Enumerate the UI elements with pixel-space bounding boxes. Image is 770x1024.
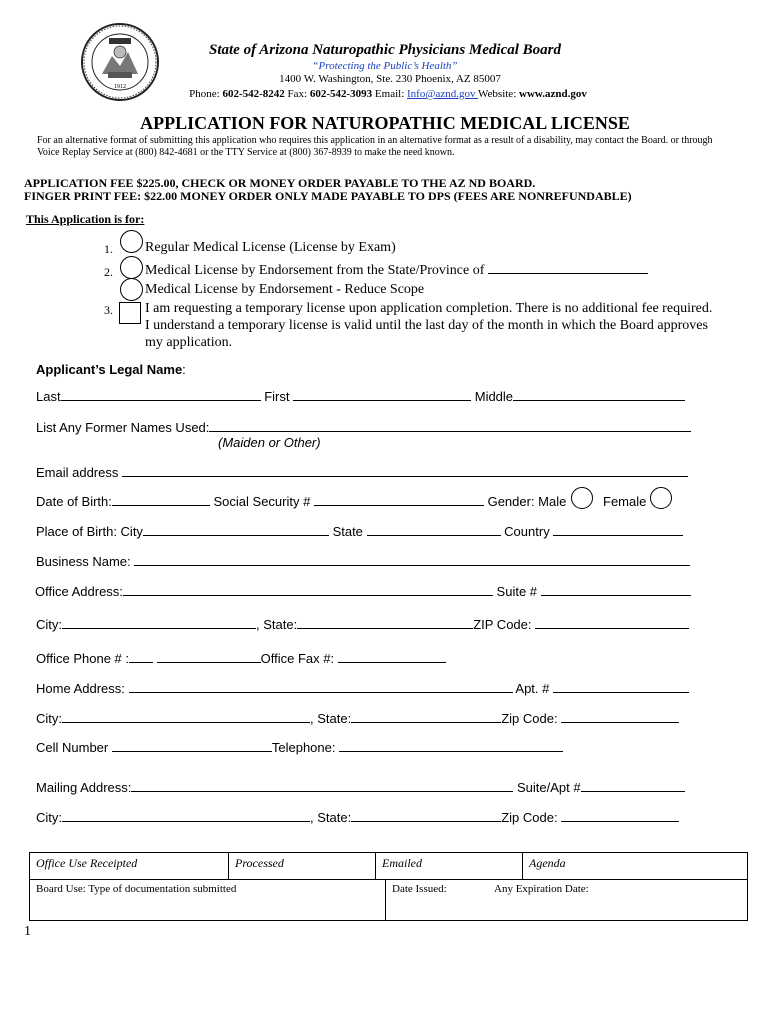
row-dob — [36, 494, 566, 509]
middle-name-label: Middle — [474, 389, 514, 404]
mailing-suite-label: Suite/Apt # — [517, 780, 581, 795]
option-3-line-1: I am requesting a temporary license upon application completion. There is no additional fee required. — [145, 301, 713, 316]
home-address-label: Home Address: — [36, 681, 125, 696]
email-address-field[interactable] — [122, 476, 688, 477]
phone-label: Phone: — [189, 88, 223, 100]
contact-line — [0, 88, 770, 100]
office-phone-label: Office Phone # : — [36, 651, 129, 666]
birth-city-label: Place of Birth: City — [36, 524, 143, 539]
issue-dates-cell — [385, 879, 748, 921]
home-apt-field[interactable] — [553, 692, 689, 693]
fax-label: Fax: — [284, 88, 310, 100]
home-city-field[interactable] — [62, 722, 310, 723]
processed-cell — [228, 852, 376, 880]
board-motto: “Protecting the Public’s Health” — [312, 60, 458, 72]
svg-text:1912: 1912 — [114, 84, 126, 90]
option-1-number: 1. — [104, 242, 113, 256]
mailing-address-field[interactable] — [131, 791, 513, 792]
row-home-address — [36, 681, 689, 696]
processed-label: Processed — [235, 856, 284, 870]
email-link[interactable]: Info@aznd.gov — [407, 88, 479, 100]
option-3-line-3: my application. — [145, 335, 233, 350]
option-3-checkbox[interactable] — [119, 302, 141, 324]
office-fax-field[interactable] — [338, 662, 446, 663]
middle-name-field[interactable] — [513, 400, 685, 401]
option-3-number: 3. — [104, 303, 113, 317]
page-number: 1 — [24, 924, 31, 939]
cell-number-label: Cell Number — [36, 740, 109, 755]
gender-male-radio[interactable] — [571, 487, 593, 509]
home-address-field[interactable] — [129, 692, 513, 693]
mailing-address-label: Mailing Address: — [36, 780, 132, 795]
row-mailing-address — [36, 780, 685, 795]
phone-number: 602-542-8242 — [222, 88, 285, 100]
row-office-phone — [36, 651, 446, 666]
office-address-label: Office Address: — [35, 584, 123, 599]
home-state-field[interactable] — [351, 722, 501, 723]
office-zip-label: ZIP Code: — [473, 617, 532, 632]
mailing-suite-field[interactable] — [581, 791, 685, 792]
former-names-field[interactable] — [209, 431, 691, 432]
office-city-field[interactable] — [62, 628, 256, 629]
applicant-heading-text: Applicant’s Legal Name — [36, 362, 183, 377]
board-use-label: Board Use: Type of documentation submitted — [36, 883, 237, 895]
business-name-field[interactable] — [134, 565, 690, 566]
former-names-label: List Any Former Names Used: — [36, 420, 210, 435]
alt-format-note-2: Voice Replay Service at (800) 842-4681 or the TTY Service at (800) 367-8939 to make the need known. — [37, 147, 455, 158]
fee-line-fingerprint: FINGER PRINT FEE: $22.00 MONEY ORDER ONLY MADE PAYABLE TO DPS (FEES ARE NONREFUNDABLE) — [24, 189, 632, 203]
website-label: Website: — [478, 88, 519, 100]
option-1-radio[interactable] — [120, 230, 143, 253]
business-name-label: Business Name: — [36, 554, 131, 569]
application-for-heading: This Application is for: — [26, 212, 145, 226]
option-2-label — [145, 263, 648, 279]
ssn-label: Social Security # — [213, 494, 311, 509]
board-use-cell — [29, 879, 386, 921]
mailing-state-label: , State: — [310, 810, 352, 825]
gender-male-label: Gender: Male — [487, 494, 567, 509]
row-former-names — [36, 420, 691, 435]
home-apt-label: Apt. # — [515, 681, 550, 696]
office-suite-field[interactable] — [541, 595, 691, 596]
office-phone-area-field[interactable] — [129, 662, 153, 663]
option-2-number: 2. — [104, 265, 113, 279]
row-office-address — [35, 584, 691, 599]
fax-number: 602-542-3093 — [309, 88, 373, 100]
email-label: Email: — [372, 88, 407, 100]
office-state-label: , State: — [256, 617, 298, 632]
website: www.aznd.gov — [519, 88, 587, 100]
dob-field[interactable] — [112, 505, 210, 506]
birth-state-field[interactable] — [367, 535, 501, 536]
row-home-city — [36, 711, 679, 726]
telephone-label: Telephone: — [271, 740, 336, 755]
email-address-label: Email address — [36, 465, 119, 480]
expiration-date-label: Any Expiration Date: — [494, 883, 589, 895]
alt-format-note-1: For an alternative format of submitting this application who requires this application in an alternative format as a result of a disability, may contact the Board. or through — [37, 135, 713, 146]
ssn-field[interactable] — [314, 505, 484, 506]
applicant-heading — [36, 362, 186, 377]
mailing-state-field[interactable] — [351, 821, 501, 822]
gender-female-label: Female — [603, 494, 647, 509]
agenda-cell — [522, 852, 748, 880]
row-mailing-city — [36, 810, 679, 825]
office-fax-label: Office Fax #: — [260, 651, 335, 666]
office-zip-field[interactable] — [535, 628, 689, 629]
home-city-label: City: — [36, 711, 62, 726]
gender-female-radio[interactable] — [650, 487, 672, 509]
mailing-city-field[interactable] — [62, 821, 310, 822]
option-2b-radio[interactable] — [120, 278, 143, 301]
mailing-zip-label: Zip Code: — [501, 810, 558, 825]
first-name-label: First — [264, 389, 290, 404]
option-1-label: Regular Medical License (License by Exam) — [145, 240, 396, 255]
birth-city-field[interactable] — [143, 535, 329, 536]
office-suite-label: Suite # — [496, 584, 538, 599]
mailing-city-label: City: — [36, 810, 62, 825]
emailed-label: Emailed — [382, 856, 422, 870]
emailed-cell — [375, 852, 523, 880]
row-phones — [36, 740, 563, 755]
cell-number-field[interactable] — [112, 751, 272, 752]
option-2b-label: Medical License by Endorsement - Reduce Scope — [145, 282, 425, 297]
office-phone-field[interactable] — [157, 662, 261, 663]
office-use-receipted-cell — [29, 852, 229, 880]
option-2-radio[interactable] — [120, 256, 143, 279]
home-state-label: , State: — [310, 711, 352, 726]
telephone-field[interactable] — [339, 751, 563, 752]
office-state-field[interactable] — [297, 628, 473, 629]
option-2-text: Medical License by Endorsement from the State/Province of — [145, 263, 485, 278]
agenda-label: Agenda — [529, 856, 566, 870]
date-issued-label: Date Issued: — [392, 883, 447, 895]
dob-label: Date of Birth: — [36, 494, 112, 509]
applicant-heading-colon: : — [182, 362, 186, 377]
board-address: 1400 W. Washington, Ste. 230 Phoenix, AZ 85007 — [279, 73, 501, 85]
row-email — [36, 465, 688, 480]
first-name-field[interactable] — [293, 400, 471, 401]
birth-country-label: Country — [504, 524, 550, 539]
row-office-city — [36, 617, 689, 632]
office-use-receipted-label: Office Use Receipted — [36, 856, 138, 870]
last-name-label: Last — [36, 389, 61, 404]
office-city-label: City: — [36, 617, 62, 632]
birth-country-field[interactable] — [553, 535, 683, 536]
document-title: APPLICATION FOR NATUROPATHIC MEDICAL LICENSE — [140, 113, 630, 133]
fee-line-application: APPLICATION FEE $225.00, CHECK OR MONEY ORDER PAYABLE TO THE AZ ND BOARD. — [24, 176, 536, 190]
endorsement-state-field[interactable] — [488, 273, 648, 274]
maiden-note: (Maiden or Other) — [218, 435, 321, 450]
home-zip-label: Zip Code: — [501, 711, 558, 726]
row-legal-name — [36, 389, 685, 404]
home-zip-field[interactable] — [561, 722, 679, 723]
mailing-zip-field[interactable] — [561, 821, 679, 822]
last-name-field[interactable] — [61, 400, 261, 401]
birth-state-label: State — [332, 524, 363, 539]
board-title: State of Arizona Naturopathic Physicians Medical Board — [209, 42, 561, 58]
row-business — [36, 554, 690, 569]
option-3-line-2: I understand a temporary license is valid until the last day of the month in which the Board approves — [145, 318, 708, 333]
row-birthplace — [36, 524, 683, 539]
office-address-field[interactable] — [123, 595, 493, 596]
